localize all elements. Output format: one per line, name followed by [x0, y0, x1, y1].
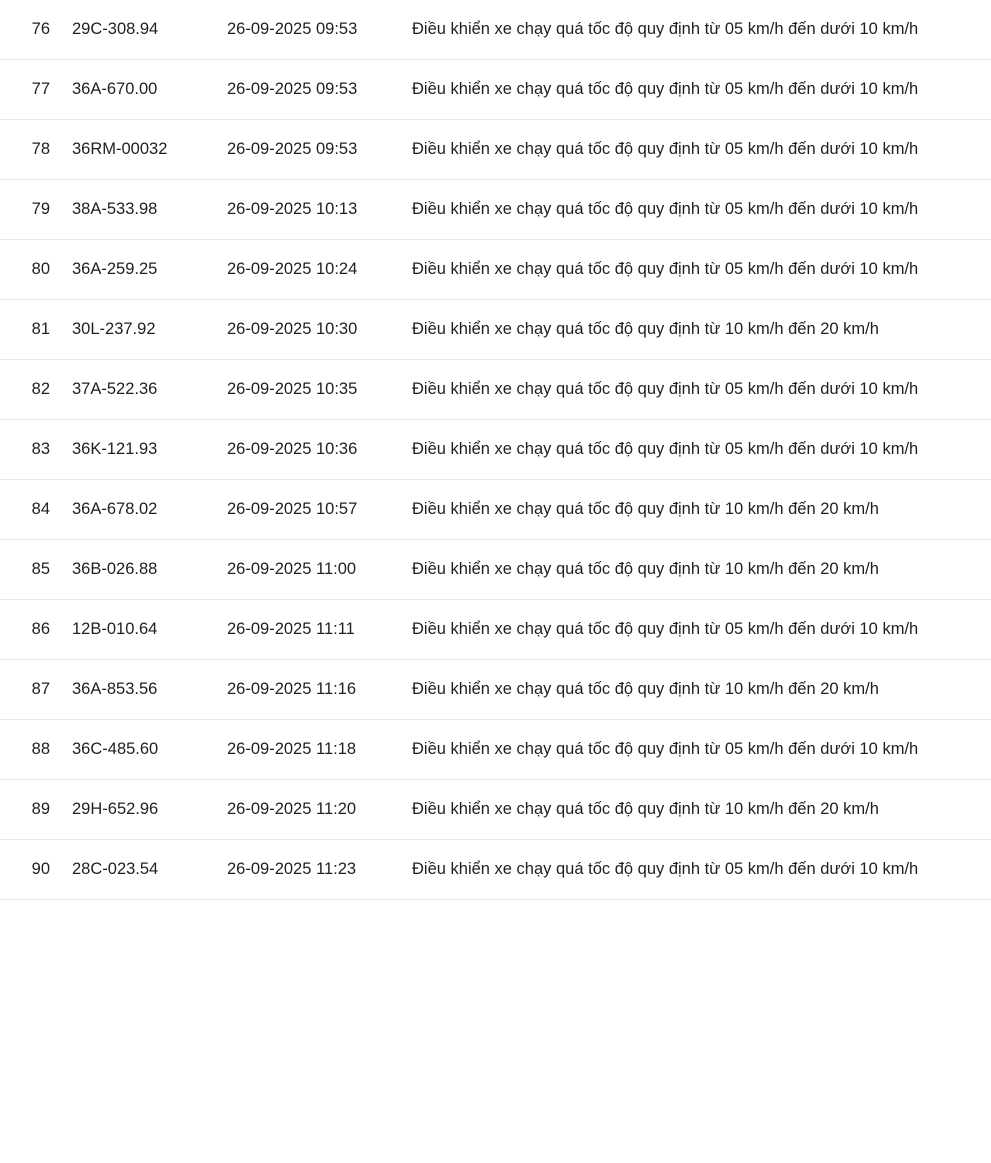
row-violation-description: Điều khiển xe chạy quá tốc độ quy định từ 05 km/h đến dưới 10 km/h — [412, 440, 919, 458]
row-violation-time: 26-09-2025 11:20 — [227, 800, 357, 818]
row-violation-time: 26-09-2025 11:16 — [227, 680, 357, 698]
row-index: 90 — [31, 860, 50, 878]
table-row — [0, 60, 991, 120]
table-row — [0, 780, 991, 840]
row-index: 88 — [31, 740, 50, 758]
row-violation-time: 26-09-2025 10:35 — [227, 380, 358, 398]
row-index: 85 — [31, 560, 50, 578]
row-violation-description: Điều khiển xe chạy quá tốc độ quy định từ 05 km/h đến dưới 10 km/h — [412, 260, 919, 278]
row-index: 81 — [31, 320, 50, 338]
row-violation-time: 26-09-2025 11:18 — [227, 740, 357, 758]
row-index: 87 — [31, 680, 50, 698]
table-row — [0, 300, 991, 360]
row-violation-time: 26-09-2025 10:24 — [227, 260, 358, 278]
row-violation-description: Điều khiển xe chạy quá tốc độ quy định từ 05 km/h đến dưới 10 km/h — [412, 380, 919, 398]
row-violation-time: 26-09-2025 09:53 — [227, 20, 358, 38]
row-index: 79 — [31, 200, 50, 218]
row-violation-description: Điều khiển xe chạy quá tốc độ quy định từ 05 km/h đến dưới 10 km/h — [412, 20, 919, 38]
row-index: 80 — [31, 260, 50, 278]
row-index: 83 — [31, 440, 50, 458]
row-index: 78 — [31, 140, 50, 158]
row-violation-description: Điều khiển xe chạy quá tốc độ quy định từ 05 km/h đến dưới 10 km/h — [412, 140, 919, 158]
row-license-plate: 12B-010.64 — [72, 620, 158, 638]
row-license-plate: 38A-533.98 — [72, 200, 158, 218]
row-license-plate: 36K-121.93 — [72, 440, 158, 458]
row-violation-description: Điều khiển xe chạy quá tốc độ quy định từ 10 km/h đến 20 km/h — [412, 680, 879, 698]
row-violation-time: 26-09-2025 10:13 — [227, 200, 358, 218]
row-license-plate: 36C-485.60 — [72, 740, 159, 758]
table-row — [0, 180, 991, 240]
row-license-plate: 37A-522.36 — [72, 380, 158, 398]
row-index: 76 — [31, 20, 50, 38]
table-row — [0, 0, 991, 60]
row-license-plate: 36A-670.00 — [72, 80, 158, 98]
row-violation-time: 26-09-2025 10:30 — [227, 320, 358, 338]
row-violation-description: Điều khiển xe chạy quá tốc độ quy định từ 10 km/h đến 20 km/h — [412, 800, 879, 818]
row-license-plate: 29H-652.96 — [72, 800, 159, 818]
table-row — [0, 840, 991, 900]
table-row — [0, 240, 991, 300]
row-index: 86 — [31, 620, 50, 638]
row-violation-time: 26-09-2025 11:23 — [227, 860, 357, 878]
row-violation-description: Điều khiển xe chạy quá tốc độ quy định từ 05 km/h đến dưới 10 km/h — [412, 80, 919, 98]
row-violation-description: Điều khiển xe chạy quá tốc độ quy định từ 05 km/h đến dưới 10 km/h — [412, 740, 919, 758]
row-license-plate: 29C-308.94 — [72, 20, 159, 38]
row-violation-description: Điều khiển xe chạy quá tốc độ quy định từ 05 km/h đến dưới 10 km/h — [412, 200, 919, 218]
row-violation-time: 26-09-2025 09:53 — [227, 140, 358, 158]
table-row — [0, 660, 991, 720]
row-license-plate: 36A-259.25 — [72, 260, 158, 278]
table-row — [0, 600, 991, 660]
row-violation-description: Điều khiển xe chạy quá tốc độ quy định từ 10 km/h đến 20 km/h — [412, 560, 879, 578]
row-violation-description: Điều khiển xe chạy quá tốc độ quy định từ 05 km/h đến dưới 10 km/h — [412, 860, 919, 878]
row-license-plate: 30L-237.92 — [72, 320, 156, 338]
table-row — [0, 540, 991, 600]
table-row — [0, 480, 991, 540]
row-violation-time: 26-09-2025 10:36 — [227, 440, 358, 458]
row-index: 89 — [31, 800, 50, 818]
row-license-plate: 36A-678.02 — [72, 500, 158, 518]
row-index: 77 — [31, 80, 50, 98]
table-row — [0, 420, 991, 480]
row-license-plate: 36A-853.56 — [72, 680, 158, 698]
row-violation-time: 26-09-2025 09:53 — [227, 80, 358, 98]
row-license-plate: 36RM-00032 — [72, 140, 168, 158]
row-violation-time: 26-09-2025 10:57 — [227, 500, 358, 518]
row-index: 84 — [31, 500, 50, 518]
row-license-plate: 28C-023.54 — [72, 860, 159, 878]
table-row — [0, 360, 991, 420]
row-violation-description: Điều khiển xe chạy quá tốc độ quy định từ 10 km/h đến 20 km/h — [412, 320, 879, 338]
table-row — [0, 120, 991, 180]
row-license-plate: 36B-026.88 — [72, 560, 158, 578]
row-violation-description: Điều khiển xe chạy quá tốc độ quy định từ 10 km/h đến 20 km/h — [412, 500, 879, 518]
row-violation-time: 26-09-2025 11:11 — [227, 620, 355, 638]
row-violation-time: 26-09-2025 11:00 — [227, 560, 357, 578]
row-index: 82 — [31, 380, 50, 398]
table-row — [0, 720, 991, 780]
row-violation-description: Điều khiển xe chạy quá tốc độ quy định từ 05 km/h đến dưới 10 km/h — [412, 620, 919, 638]
